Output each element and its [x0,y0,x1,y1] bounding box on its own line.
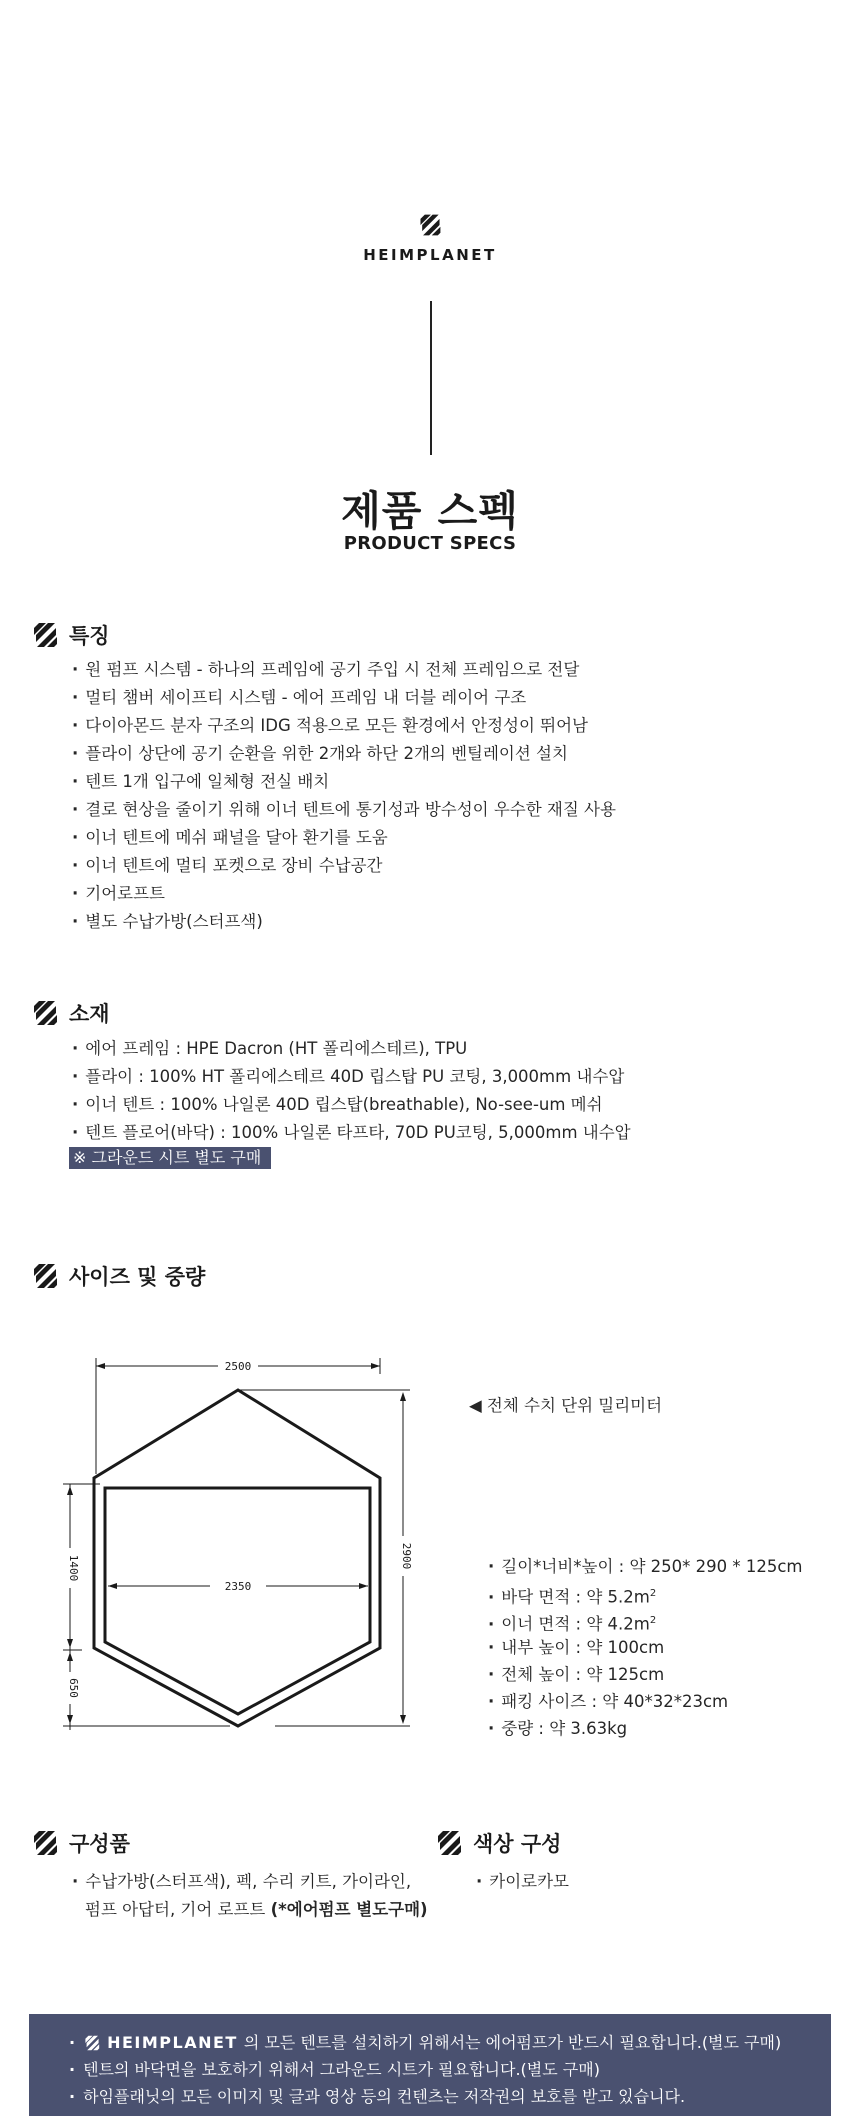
list-item: · 에어 프레임 : HPE Dacron (HT 폴리에스테르), TPU [72,1035,631,1063]
dim-inner-width: 2350 [224,1580,252,1593]
heimplanet-logo-icon [30,998,60,1028]
heimplanet-logo-icon [30,1828,60,1858]
notice-line-2: · 텐트의 바닥면을 보호하기 위해서 그라운드 시트가 필요합니다.(별도 구매) [83,2060,600,2079]
dim-left-lower: 650 [67,1678,80,1698]
notice-line-3: · 하임플래닛의 모든 이미지 및 글과 영상 등의 컨텐츠는 저작권의 보호를 받고 있습니다. [83,2087,686,2106]
list-item: · 중량 : 약 3.63kg [488,1715,803,1742]
divider-line [430,301,432,455]
tent-dimension-diagram [60,1350,430,1740]
notice-box [29,2014,831,2116]
list-item: · 이너 텐트에 멀티 포켓으로 장비 수납공간 [72,852,616,880]
size-list [488,1553,803,1742]
components-line-2: 펌프 아답터, 기어 로프트 [85,1900,271,1919]
inline-brand-name: · HEIMPLANET [107,2033,238,2052]
components-heading-label: 구성품 [69,1832,130,1856]
list-item: · 별도 수납가방(스터프색) [72,908,616,936]
list-item: · 플라이 : 100% HT 폴리에스테르 40D 립스탑 PU 코팅, 3,000mm 내수압 [72,1063,631,1091]
list-item: · 내부 높이 : 약 100cm [488,1634,803,1661]
colors-heading [434,1828,561,1858]
colors-list [476,1868,569,1896]
materials-heading-label: 소재 [69,1002,110,1026]
list-item: · 바닥 면적 : 약 $5.2m^2$ [488,1580,803,1607]
heimplanet-logo-icon [434,1828,464,1858]
heimplanet-logo-icon [417,212,443,238]
list-item: · 카이로카모 [476,1868,569,1896]
size-heading [30,1261,205,1291]
list-item: · 텐트 플로어(바닥) : 100% 나일론 타프타, 70D PU코팅, 5,000mm 내수압 [72,1119,631,1147]
heimplanet-logo-icon [83,2034,101,2052]
notice-line-1: 의 모든 텐트를 설치하기 위해서는 에어펌프가 반드시 필요합니다.(별도 구매) [243,2033,782,2052]
tent-outline [94,1390,380,1726]
ground-sheet-note: ※ 그라운드 시트 별도 구매 [69,1147,271,1169]
page-title: 제품 스펙 [341,487,519,535]
list-item: · 원 펌프 시스템 - 하나의 프레임에 공기 주입 시 전체 프레임으로 전달 [72,656,616,684]
size-heading-label: 사이즈 및 중량 [69,1265,206,1289]
notice-item [69,2029,831,2056]
list-item: · 이너 텐트 : 100% 나일론 40D 립스탑(breathable), No-see-um 메쉬 [72,1091,631,1119]
list-item: · 다이아몬드 분자 구조의 IDG 적용으로 모든 환경에서 안정성이 뛰어남 [72,712,616,740]
components-line-2-bold: (*에어펌프 별도구매) [270,1900,428,1919]
components-line-1: 수납가방(스터프색), 펙, 수리 키트, 가이라인, [85,1872,412,1891]
inline-brand [83,2029,238,2056]
page-subtitle: PRODUCT SPECS [343,533,517,554]
dim-top-width: 2500 [224,1360,252,1373]
list-item: · 결로 현상을 줄이기 위해 이너 텐트에 통기성과 방수성이 우수한 재질 사용 [72,796,616,824]
brand-logo [0,212,860,264]
list-item: · 텐트 1개 입구에 일체형 전실 배치 [72,768,616,796]
notice-item [69,2083,831,2110]
list-item: · 플라이 상단에 공기 순환을 위한 2개와 하단 2개의 벤틸레이션 설치 [72,740,616,768]
features-heading-label: 특징 [69,624,110,648]
inner-floor-outline [105,1488,370,1714]
dim-right-height: 2900 [400,1542,413,1570]
list-item: · 기어로프트 [72,880,616,908]
materials-heading [30,998,110,1028]
brand-name: HEIMPLANET [363,246,497,264]
dim-left-upper: 1400 [67,1554,80,1582]
features-list [72,656,616,936]
list-item: · 이너 텐트에 메쉬 패널을 달아 환기를 도움 [72,824,616,852]
materials-list [72,1035,631,1147]
notice-item [69,2056,831,2083]
unit-note: ◀ 전체 수치 단위 밀리미터 [469,1396,663,1415]
features-heading [30,620,110,650]
list-item: · 길이*너비*높이 : 약 250* 290 * 125cm [488,1553,803,1580]
heimplanet-logo-icon [30,620,60,650]
colors-heading-label: 색상 구성 [473,1832,562,1856]
list-item: · 패킹 사이즈 : 약 40*32*23cm [488,1688,803,1715]
components-heading [30,1828,130,1858]
components-list: · 수납가방(스터프색), 펙, 수리 키트, 가이라인, 펌프 아답터, 기어 로프트 (*에어펌프 별도구매) [72,1872,428,1919]
list-item: · 멀티 챔버 세이프티 시스템 - 에어 프레임 내 더블 레이어 구조 [72,684,616,712]
list-item: · 이너 면적 : 약 $4.2m^2$ [488,1607,803,1634]
heimplanet-logo-icon [30,1261,60,1291]
list-item: · 전체 높이 : 약 125cm [488,1661,803,1688]
